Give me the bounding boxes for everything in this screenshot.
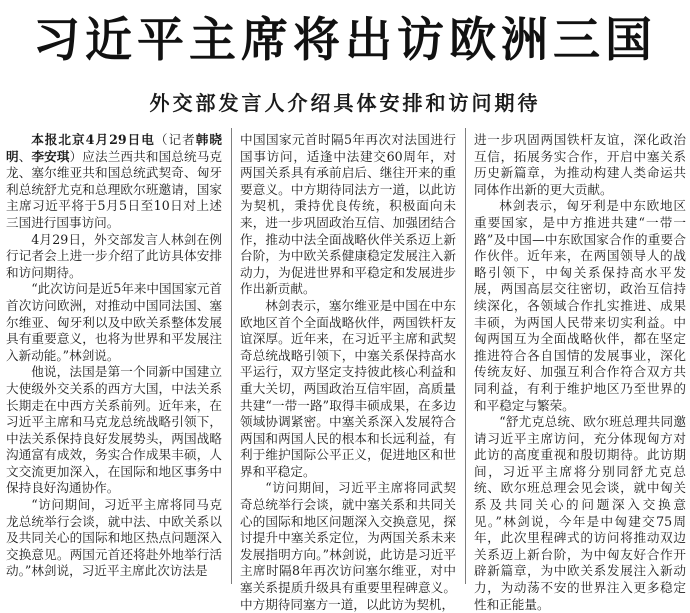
body-paragraph-continued: 进一步巩固两国铁杆友谊，深化政治互信，拓展务实合作，开启中塞关系历史新篇章，为推动构建人类命运共同体作出新的更大贡献。 bbox=[474, 132, 686, 197]
byline-separator: 、 bbox=[18, 148, 32, 164]
body-paragraph: “访问期间，习近平主席将同武契奇总统举行会谈，就中塞关系和共同关心的国际和地区问题深入交换意见，探讨提升中塞关系定位，为两国关系未来发展指明方向。”林剑说，此访是习近平主席时隔8年再次访问塞尔维亚，对中塞关系提质升级具有重要里程碑意义。中方期待同塞方一道，以此访为契机， bbox=[240, 480, 456, 612]
body-paragraph: 他说，法国是第一个同新中国建立大使级外交关系的西方大国，中法关系长期走在中西方关系前列。近年来，在习近平主席和马克龙总统战略引领下，中法关系保持良好发展势头，两国战略沟通富有成效，务实合作成果丰硕，人文交流更加深入，在国际和地区事务中保持良好沟通协作。 bbox=[6, 364, 222, 496]
byline-close: ） bbox=[69, 148, 83, 164]
byline-open: （记者 bbox=[154, 132, 196, 147]
article-column-1 bbox=[6, 132, 222, 586]
article-column-3 bbox=[474, 132, 686, 612]
article-column-2 bbox=[240, 132, 456, 612]
headline: 习近平主席将出访欧洲三国 bbox=[33, 13, 657, 68]
body-paragraph: 林剑表示，匈牙利是中东欧地区重要国家，是中方推进共建“一带一路”及中国—中东欧国家合作的重要合作伙伴。近年来，在两国领导人的战略引领下，中匈关系保持高水平发展，两国高层交往密切，政治互信持续深化，各领域合作扎实推进、成果丰硕，为两国人民带来切实利益。中匈两国互为全面战略伙伴，都在坚定推进符合各自国情的发展事业，深化传统友好、加强互利合作符合双方共同利益，有利于维护地区乃至世界的和平稳定与繁荣。 bbox=[474, 198, 686, 413]
lead-paragraph bbox=[6, 132, 222, 232]
dateline: 本报北京4月29日电 bbox=[31, 132, 155, 147]
reporter-name: 韩晓明 bbox=[6, 132, 222, 164]
column-divider bbox=[231, 128, 232, 584]
column-divider bbox=[465, 128, 466, 584]
body-paragraph: 4月29日，外交部发言人林剑在例行记者会上进一步介绍了此访具体安排和访问期待。 bbox=[6, 231, 222, 280]
body-paragraph: “此次访问是近5年来中国国家元首首次访问欧洲，对推动中国同法国、塞尔维亚、匈牙利以及中欧关系整体发展具有重要意义，也将为世界和平发展注入新动能。”林剑说。 bbox=[6, 281, 222, 363]
body-paragraph: “访问期间，习近平主席将同马克龙总统举行会谈，就中法、中欧关系以及共同关心的国际和地区热点问题深入交换意见。两国元首还将赴外地举行活动。”林剑说，习近平主席此次访法是 bbox=[6, 497, 222, 579]
lead-text: 应法兰西共和国总统马克龙、塞尔维亚共和国总统武契奇、匈牙利总统舒尤克和总理欧尔班邀请，国家主席习近平将于5月5日至10日对上述三国进行国事访问。 bbox=[6, 148, 223, 230]
subheadline: 外交部发言人介绍具体安排和访问期待 bbox=[149, 91, 541, 115]
body-paragraph-continued: 中国国家元首时隔5年再次对法国进行国事访问，适逢中法建交60周年，对两国关系具有承前启后、继往开来的重要意义。中方期待同法方一道，以此访为契机，秉持优良传统，积极面向未来，进一步巩固政治互信、加强团结合作，推动中法全面战略伙伴关系迈上新台阶，为中欧关系健康稳定发展注入新动力，为促进世界和平稳定和发展进步作出新贡献。 bbox=[240, 132, 456, 297]
body-paragraph: “舒尤克总统、欧尔班总理共同邀请习近平主席访问，充分体现匈方对此访的高度重视和殷切期待。此访期间，习近平主席将分别同舒尤克总统、欧尔班总理会见会谈，就中匈关系及共同关心的问题深入交换意见。”林剑说，今年是中匈建交75周年，此次里程碑式的访问将推动双边关系迈上新台阶，为中匈友好合作开辟新篇章，为中欧关系发展注入新动力，为动荡不安的世界注入更多稳定性和正能量。 bbox=[474, 414, 686, 612]
body-paragraph: 林剑表示，塞尔维亚是中国在中东欧地区首个全面战略伙伴，两国铁杆友谊深厚。近年来，在习近平主席和武契奇总统战略引领下，中塞关系保持高水平运行，双方坚定支持彼此核心利益和重大关切，两国政治互信牢固，高质量共建“一带一路”取得丰硕成果，在多边领域协调紧密。中塞关系深入发展符合两国和两国人民的根本和长远利益，有利于维护国际公平正义，促进地区和世界和平稳定。 bbox=[240, 297, 456, 479]
reporter-name: 李安琪 bbox=[31, 148, 70, 164]
